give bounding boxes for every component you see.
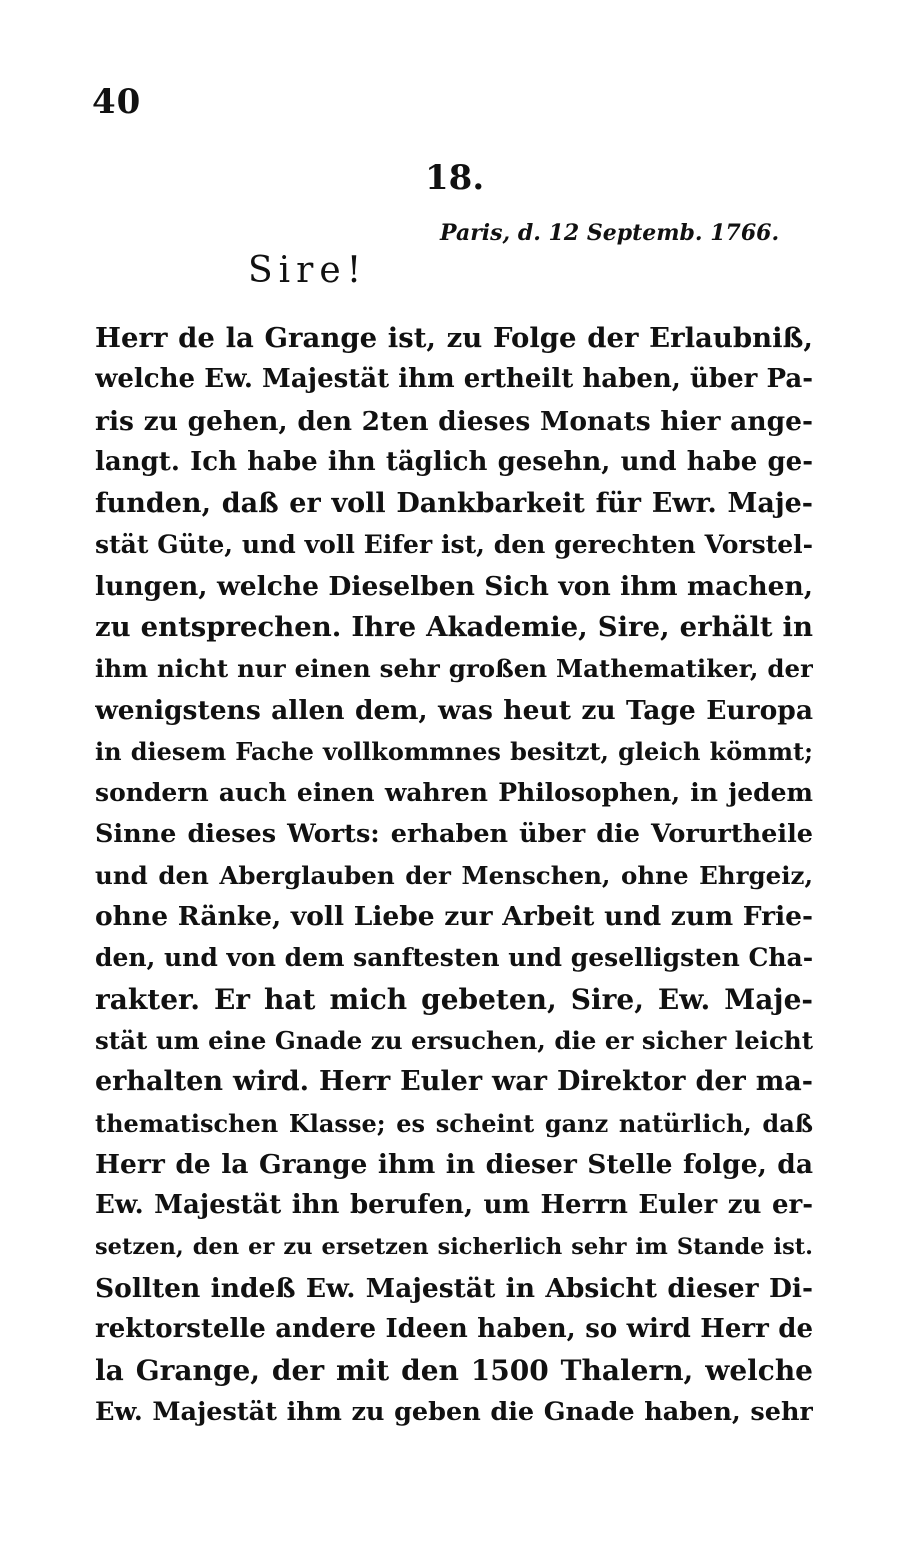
text-line: rektorstelle andere Ideen haben, so wird Herr de	[95, 1314, 813, 1345]
letter-body	[95, 318, 813, 1433]
text-line: la Grange, der mit den 1500 Thalern, welche	[95, 1354, 813, 1388]
text-line: ris zu gehen, den 2ten dieses Monats hier ange-	[95, 405, 813, 437]
text-line: wenigstens allen dem, was heut zu Tage Europa	[95, 694, 813, 726]
text-line: langt. Ich habe ihn täglich gesehn, und habe ge-	[95, 446, 813, 477]
text-line: Herr de la Grange ist, zu Folge der Erlaubniß,	[95, 322, 813, 354]
text-line: stät Güte, und voll Eifer ist, den gerechten Vorstel-	[95, 530, 813, 560]
text-line: ohne Ränke, voll Liebe zur Arbeit und zum Frie-	[95, 901, 813, 933]
text-line: in diesem Fache vollkommnes besitzt, gleich kömmt;	[95, 736, 813, 766]
text-line: Ew. Majestät ihn berufen, um Herrn Euler zu er-	[95, 1190, 813, 1221]
text-line: welche Ew. Majestät ihm ertheilt haben, über Pa-	[95, 364, 813, 395]
text-line: lungen, welche Dieselben Sich von ihm machen,	[95, 570, 813, 602]
page-number: 40	[92, 82, 142, 122]
text-line: zu entsprechen. Ihre Akademie, Sire, erhält in	[95, 611, 813, 644]
text-line: Herr de la Grange ihm in dieser Stelle folge, da	[95, 1148, 813, 1180]
text-line: Sollten indeß Ew. Majestät in Absicht dieser Di-	[95, 1272, 813, 1304]
dateline: Paris, d. 12 Septemb. 1766.	[440, 220, 780, 246]
text-line: erhalten wird. Herr Euler war Direktor der ma-	[95, 1066, 813, 1098]
text-line: setzen, den er zu ersetzen sicherlich sehr im Stande ist.	[95, 1233, 813, 1260]
text-line: den, und von dem sanftesten und geselligsten Cha-	[95, 943, 813, 973]
text-line: funden, daß er voll Dankbarkeit für Ewr. Maje-	[95, 488, 813, 520]
text-line: stät um eine Gnade zu ersuchen, die er sicher leicht	[95, 1026, 813, 1056]
text-line: thematischen Klasse; es scheint ganz natürlich, daß	[95, 1108, 813, 1138]
text-line: Ew. Majestät ihm zu geben die Gnade haben, sehr	[95, 1396, 813, 1427]
text-line: sondern auch einen wahren Philosophen, in jedem	[95, 778, 813, 808]
letter-number: 18.	[425, 158, 485, 198]
text-line: rakter. Er hat mich gebeten, Sire, Ew. Maje-	[95, 982, 813, 1016]
text-line: ihm nicht nur einen sehr großen Mathematiker, der	[95, 654, 813, 684]
text-line: Sinne dieses Worts: erhaben über die Vorurtheile	[95, 818, 813, 849]
text-line: und den Aberglauben der Menschen, ohne Ehrgeiz,	[95, 860, 813, 890]
salutation: Sire!	[248, 250, 368, 291]
